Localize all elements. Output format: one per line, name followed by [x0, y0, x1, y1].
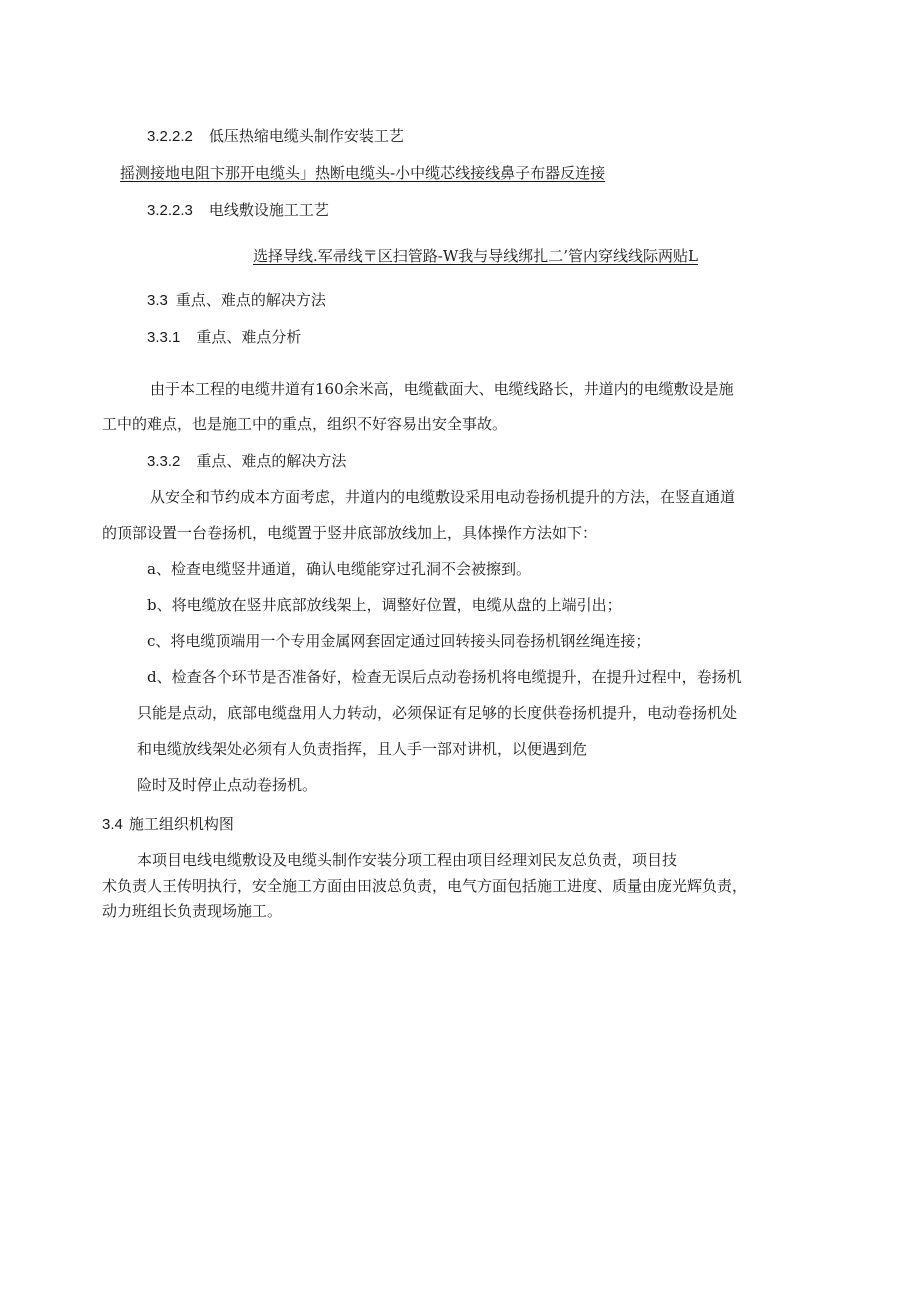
section-number: 3.3.1	[147, 329, 181, 346]
paragraph-3-3-1-line-1: 由于本工程的电缆井道有160余米高，电缆截面大、电缆线路长，井道内的电缆敷设是施	[150, 380, 734, 398]
paragraph-3-4-line-3: 动力班组长负责现场施工。	[102, 902, 283, 920]
heading-3-3-1	[147, 327, 301, 348]
section-number: 3.2.2.2	[147, 128, 193, 145]
step-a: a、检查电缆竖井通道，确认电缆能穿过孔洞不会被擦到。	[147, 560, 531, 578]
section-title: 低压热缩电缆头制作安装工艺	[208, 127, 404, 145]
step-d-line-2: 只能是点动，底部电缆盘用人力转动，必须保证有足够的长度供卷扬机提升，电动卷扬机处	[137, 704, 738, 722]
section-title: 施工组织机构图	[128, 815, 234, 833]
paragraph-3-3-2-line-2: 的顶部设置一台卷扬机，电缆置于竖井底部放线加上，具体操作方法如下：	[102, 524, 598, 542]
paragraph-3-3-1-line-2: 工中的难点，也是施工中的重点，组织不好容易出安全事故。	[102, 415, 508, 433]
section-number: 3.3.2	[147, 453, 181, 470]
heading-3-3-2	[147, 451, 346, 472]
heading-3-3	[147, 290, 326, 311]
process-flow-wire: 选择导线.军帚线〒区扫管路-W我与导线绑扎二’管内穿线线际两贴L	[253, 247, 698, 265]
paragraph-3-4-line-2: 术负责人王传明执行，安全施工方面由田波总负责，电气方面包括施工进度、质量由庞光辉负责，	[102, 877, 748, 895]
section-title: 重点、难点分析	[196, 328, 302, 346]
paragraph-3-4-line-1: 本项目电线电缆敷设及电缆头制作安装分项工程由项目经理刘民友总负责，项目技	[137, 851, 678, 869]
step-d-line-4: 险时及时停止点动卷扬机。	[137, 776, 318, 794]
heading-3-4	[102, 814, 234, 835]
section-number: 3.2.2.3	[147, 202, 193, 219]
section-title: 重点、难点的解决方法	[196, 452, 347, 470]
heading-3-2-2-2	[147, 126, 404, 147]
section-number: 3.4	[102, 816, 123, 833]
step-d-line-1: d、检查各个环节是否准备好，检查无误后点动卷扬机将电缆提升，在提升过程中，卷扬机	[147, 668, 742, 686]
section-title: 电线敷设施工工艺	[208, 201, 329, 219]
step-c: c、将电缆顶端用一个专用金属网套固定通过回转接头同卷扬机钢丝绳连接；	[147, 632, 651, 650]
heading-3-2-2-3	[147, 200, 329, 221]
step-b: b、将电缆放在竖井底部放线架上，调整好位置，电缆从盘的上端引出；	[147, 596, 622, 614]
section-number: 3.3	[147, 292, 168, 309]
step-d-line-3: 和电缆放线架处必须有人负责指挥，且人手一部对讲机，以便遇到危	[137, 740, 588, 758]
section-title: 重点、难点的解决方法	[175, 291, 326, 309]
paragraph-3-3-2-line-1: 从安全和节约成本方面考虑，井道内的电缆敷设采用电动卷扬机提升的方法，在竖直通道	[150, 488, 736, 506]
process-flow-cable-head: 摇测接地电阻卞那开电缆头」热断电缆头-小中缆芯线接线鼻子布器反连接	[120, 164, 606, 182]
